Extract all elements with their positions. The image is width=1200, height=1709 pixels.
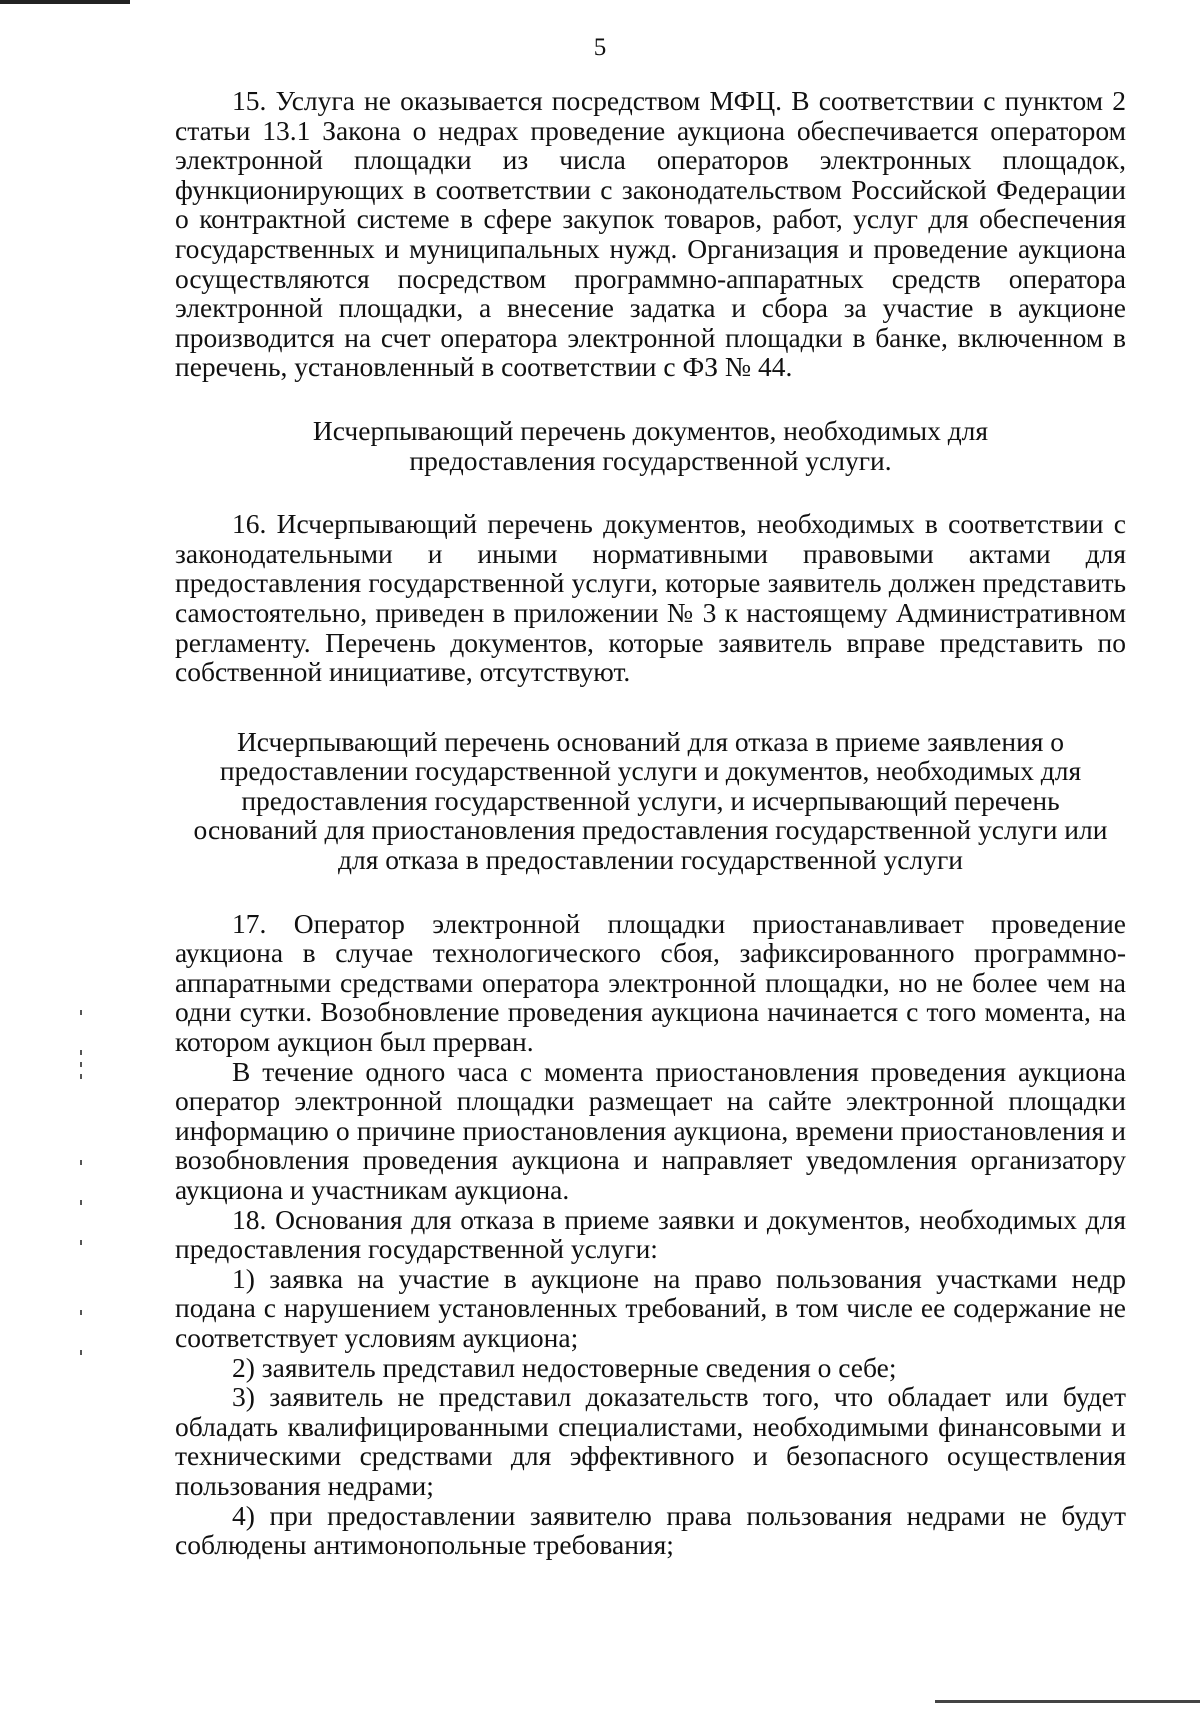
page-number: 5 [593,34,607,61]
list-item-18-1: 1) заявка на участие в аукционе на право пользования участками недр подана с нарушением установленных требований, в том числе ее содержание не соответствует условиям аукциона; [175,1262,1126,1353]
document-body [175,86,1126,1560]
list-item-18-2: 2) заявитель представил недостоверные сведения о себе; [232,1351,897,1383]
list-item-18-3: 3) заявитель не представил доказательств того, что обладает или будет обладать квалифицированными специалистами, необходимыми финансовыми и техническими средствами для эффективного и безопасного осуществления пользования недрами; [175,1381,1126,1501]
paragraph-16: 16. Исчерпывающий перечень документов, необходимых в соответствии с законодательными и иными нормативными правовыми актами для предоставления государственной услуги, которые заявитель должен представить самостоятельно, приведен в приложении № 3 к настоящему Административном регламенту. Перечень документов, которые заявитель вправе представить по собственной инициативе, отсутствуют. [175,508,1126,688]
list-item-18-4: 4) при предоставлении заявителю права пользования недрами не будут соблюдены антимонопольные требования; [175,1499,1126,1561]
section-heading-documents [175,416,1126,475]
scan-edge-line-bottom [935,1700,1200,1703]
scan-edge-line-top [0,0,130,4]
paragraph-15: 15. Услуга не оказывается посредством МФЦ. В соответствии с пунктом 2 статьи 13.1 Закона о недрах проведение аукциона обеспечивается оператором электронной площадки из числа операторов электронных площадок, функционирующих в соответствии с законодательством Российской Федерации о контрактной системе в сфере закупок товаров, работ, услуг для обеспечения государственных и муниципальных нужд. Организация и проведение аукциона осуществляются посредством программно-аппаратных средств оператора электронной площадки, а внесение задатка и сбора за участие в аукционе производится на счет оператора электронной площадки в банке, включенном в перечень, установленный в соответствии с ФЗ № 44. [175,85,1126,383]
heading-line: предоставления государственной услуги, и исчерпывающий перечень [241,784,1060,816]
heading-line: Исчерпывающий перечень документов, необходимых для [312,414,989,446]
margin-scan-specks [80,1010,84,1370]
paragraph-17: 17. Оператор электронной площадки приостанавливает проведение аукциона в случае технологического сбоя, зафиксированного программно-аппаратными средствами оператора электронной площадки, но не более чем на одни сутки. Возобновление проведения аукциона начинается с того момента, на котором аукцион был прерван. [175,907,1126,1058]
heading-line: для отказа в предоставлении государственной услуги [338,844,963,876]
paragraph-18: 18. Основания для отказа в приеме заявки и документов, необходимых для предоставления государственной услуги: [175,1203,1126,1265]
section-heading-grounds [175,727,1126,875]
heading-line: предоставления государственной услуги. [409,444,892,476]
paragraph-17-continued: В течение одного часа с момента приостановления проведения аукциона оператор электронной площадки размещает на сайте электронной площадки информацию о причине приостановления аукциона, времени приостановления и возобновления проведения аукциона и направляет уведомления организатору аукциона и участникам аукциона. [175,1055,1126,1205]
heading-line: Исчерпывающий перечень оснований для отказа в приеме заявления о [236,725,1065,757]
heading-line: оснований для приостановления предоставления государственной услуги или [193,814,1108,846]
heading-line: предоставлении государственной услуги и документов, необходимых для [219,755,1082,787]
